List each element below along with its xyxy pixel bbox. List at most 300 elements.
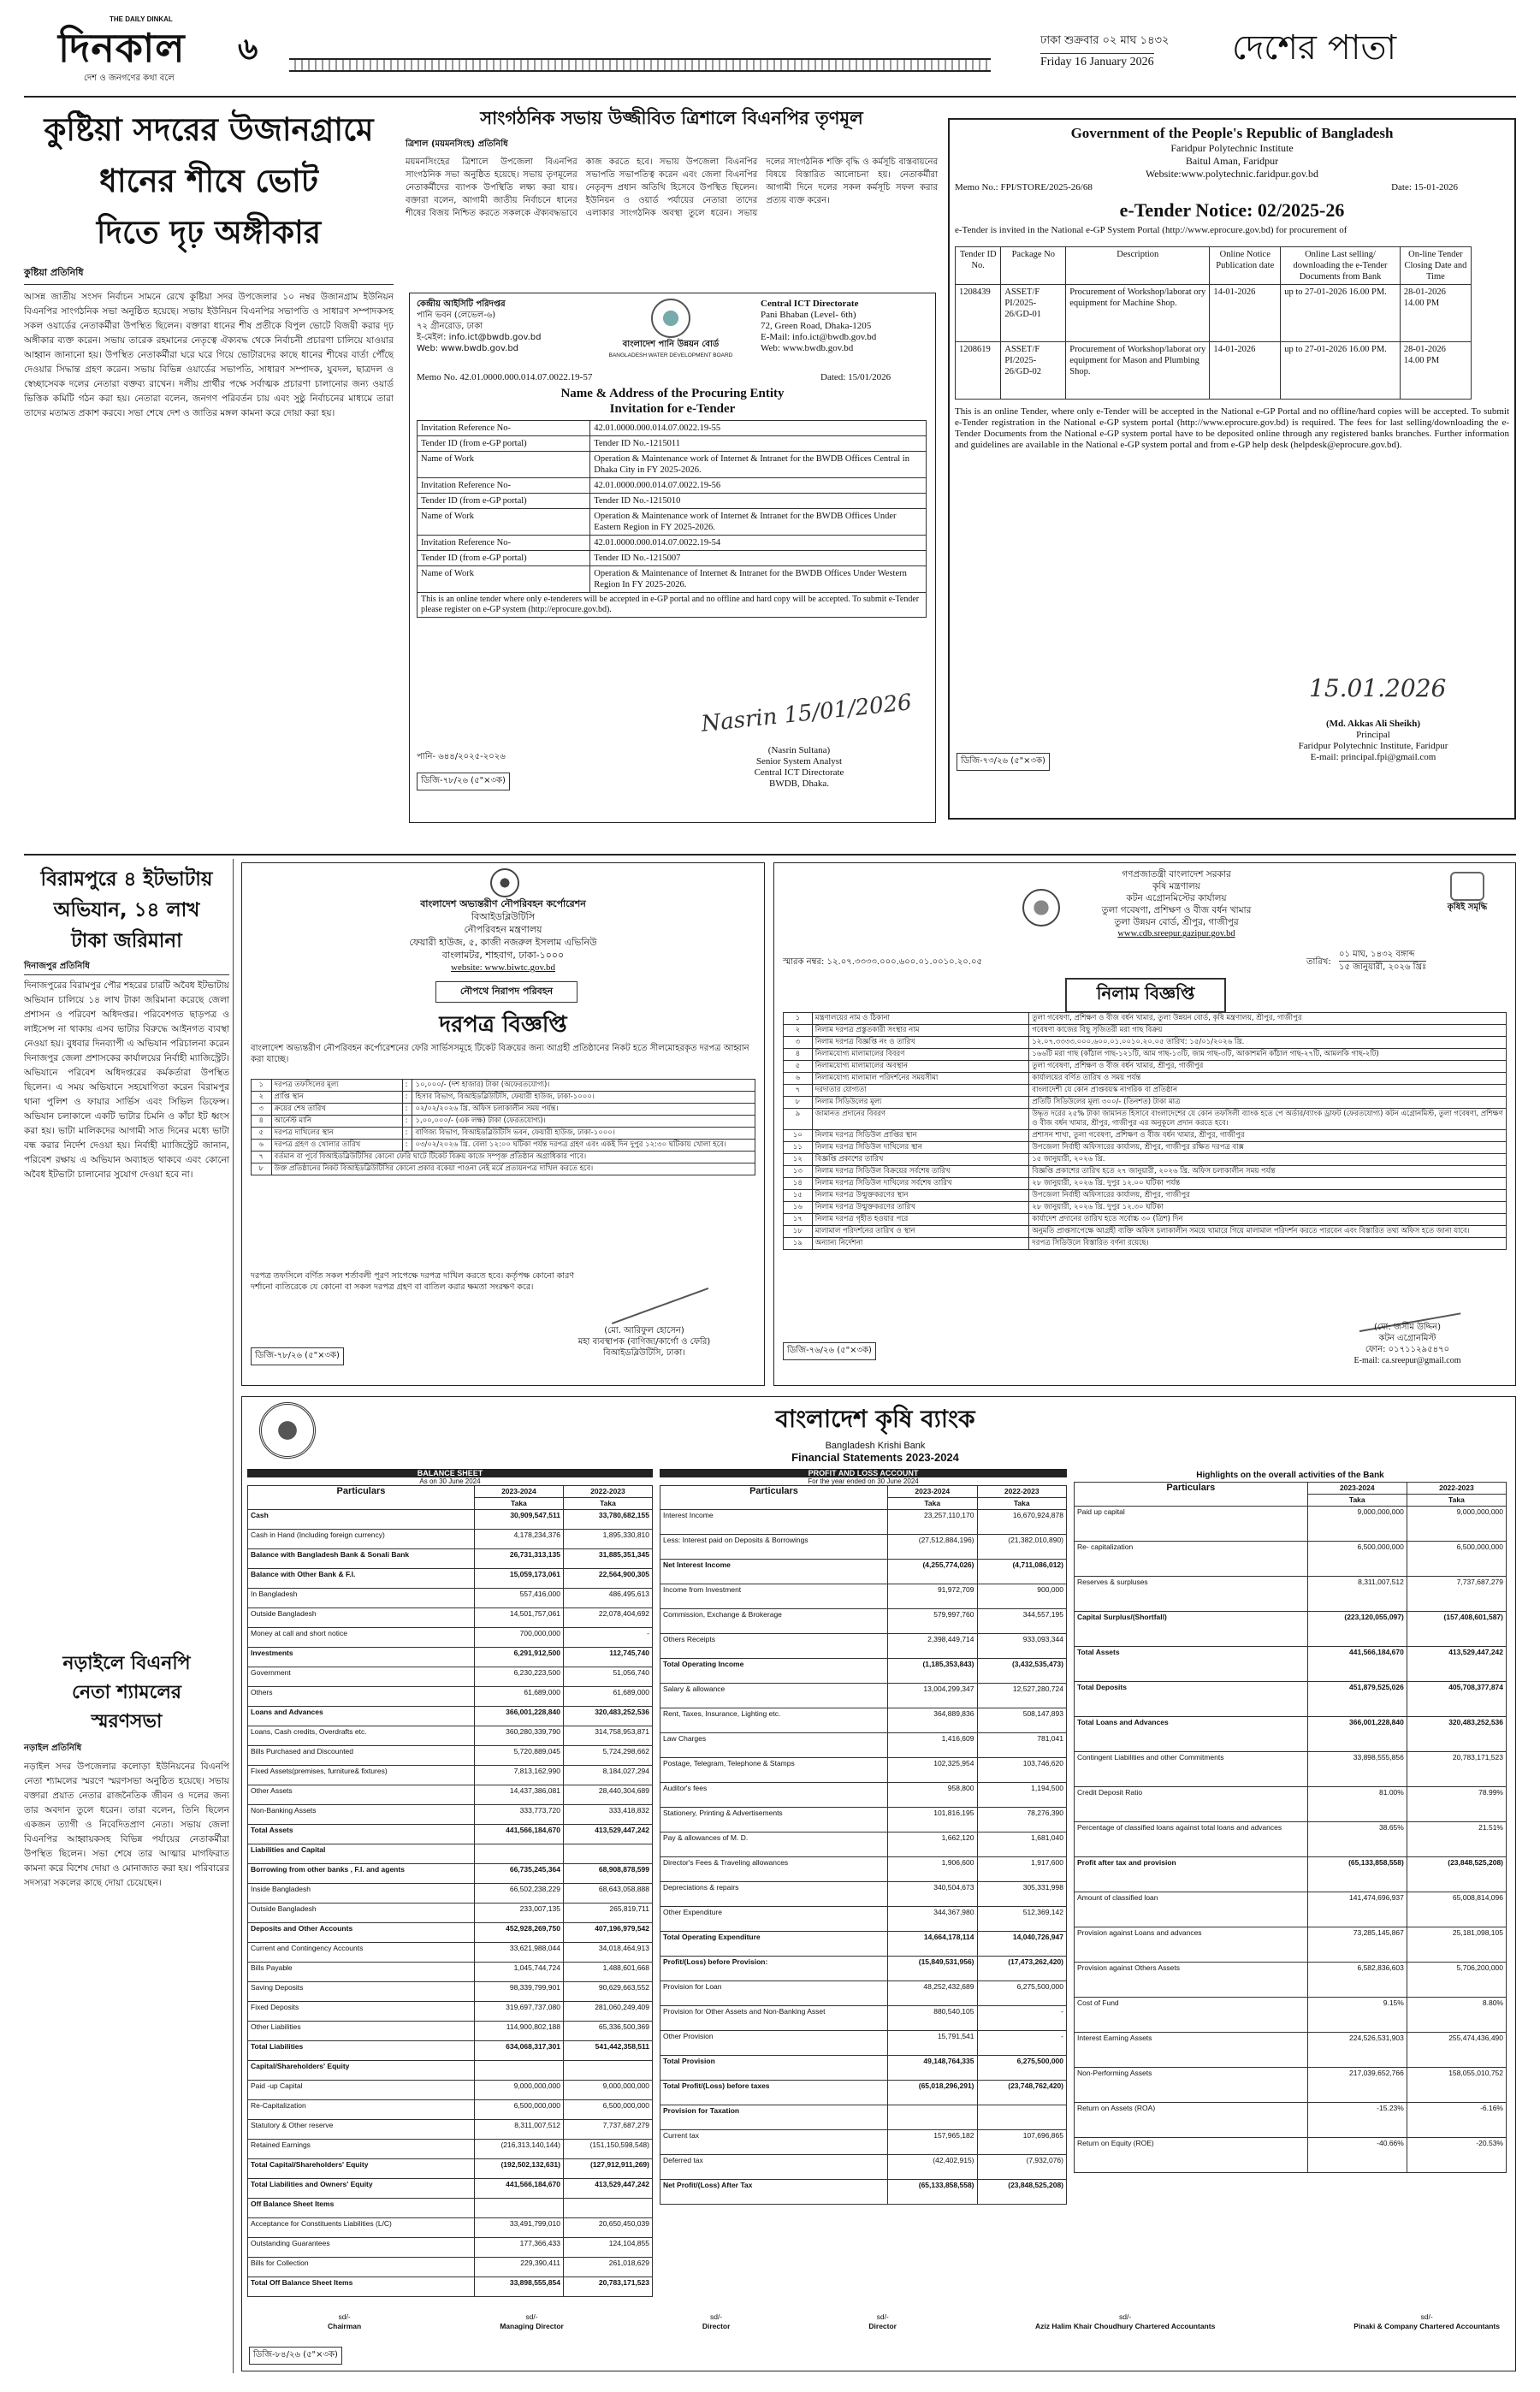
bwdb-memo: Memo No. 42.01.0000.000.014.07.0022.19-57 — [417, 372, 593, 382]
table-cell: 33,898,555,854 — [474, 2277, 563, 2297]
story-narail — [24, 1649, 229, 2368]
table-row — [248, 2100, 653, 2120]
table-row — [248, 2120, 653, 2140]
table-row — [660, 1510, 1067, 1535]
table-cell: ২৮ জানুয়ারী, ২০২৬ খ্রি. দুপুর ১২.০০ ঘটিকা পর্যন্ত — [1029, 1178, 1507, 1190]
bwdb-signer: Senior System Analyst — [755, 756, 843, 767]
table-row — [248, 2277, 653, 2297]
table-row — [1075, 1612, 1507, 1647]
headline: সাংগঠনিক সভায় উজ্জীবিত ত্রিশালে বিএনপির তৃণমূল — [480, 108, 863, 128]
table-cell: ৩ — [252, 1104, 272, 1116]
table-cell: 340,504,673 — [888, 1882, 978, 1907]
table-cell: (157,408,601,587) — [1407, 1612, 1506, 1647]
table-cell: 5,706,200,000 — [1407, 1963, 1506, 1998]
table-cell: 16,670,924,878 — [977, 1510, 1067, 1535]
table-cell: 366,001,228,840 — [474, 1707, 563, 1726]
table-cell: ১ — [252, 1080, 272, 1092]
section-divider — [24, 854, 1516, 856]
table-cell: 68,643,058,888 — [563, 1884, 652, 1904]
table-row — [784, 1178, 1507, 1190]
table-cell: Money at call and short notice — [248, 1628, 475, 1648]
table-cell: ৬ — [252, 1140, 272, 1152]
table-cell: জামানত প্রদানের বিবরণ — [812, 1109, 1029, 1130]
table-cell: Current and Contingency Accounts — [248, 1943, 475, 1963]
table-cell: 14,664,178,114 — [888, 1932, 978, 1957]
table-cell: ৪ — [784, 1049, 813, 1061]
cotton-table-body — [784, 1013, 1507, 1250]
cotton-signer: ফোন: ০১৭১১২৯৫৪৭০ — [1365, 1345, 1450, 1354]
table-cell: (216,313,140,144) — [474, 2140, 563, 2159]
table-cell: 407,196,979,542 — [563, 1923, 652, 1943]
byline: ত্রিশাল (ময়মনসিংহ) প্রতিনিধি — [406, 139, 508, 149]
biwtc-addr: বাংলামটর, শাহবাগ, ঢাকা-১০০০ — [441, 950, 565, 961]
table-cell: 333,773,720 — [474, 1805, 563, 1825]
table-cell: Non-Performing Assets — [1075, 2068, 1308, 2103]
table-cell: 344,367,980 — [888, 1907, 978, 1932]
table-cell: বিজ্ঞপ্তি প্রকাশের তারিখ — [812, 1154, 1029, 1166]
table-row — [252, 1092, 755, 1104]
bkb-logo-icon — [259, 1402, 316, 1459]
signature-title: Aziz Halim Khair Choudhury Chartered Accountants — [1034, 2322, 1216, 2330]
table-cell: Provision against Loans and advances — [1075, 1927, 1308, 1963]
table-cell: Total Capital/Shareholders' Equity — [248, 2159, 475, 2179]
table-cell: Total Assets — [1075, 1647, 1308, 1682]
table-cell: Law Charges — [660, 1733, 888, 1758]
table-cell: 333,418,832 — [563, 1805, 652, 1825]
byline: কুষ্টিয়া প্রতিনিধি — [24, 265, 394, 285]
table-cell: মন্ত্রণালয়ের নাম ও ঠিকানা — [812, 1013, 1029, 1025]
table-cell: 6,291,912,500 — [474, 1648, 563, 1667]
cotton-web: www.cdb.sreepur.gazipur.gov.bd — [1117, 929, 1235, 938]
table-row — [418, 436, 927, 452]
table-row — [1075, 1857, 1507, 1892]
bkb-highlights — [1074, 1469, 1507, 2173]
table-cell: 486,495,613 — [563, 1589, 652, 1608]
bwdb-addr-bn: কেন্দ্রীয় আইসিটি পরিদপ্তর — [417, 299, 506, 309]
bkb-fs-title: Financial Statements 2023-2024 — [791, 1451, 959, 1464]
signature-prefix: sd/- — [1420, 2312, 1433, 2321]
table-row — [1075, 1892, 1507, 1927]
bwdb-addr-bn: Web: www.bwdb.gov.bd — [417, 344, 519, 353]
table-cell: Outside Bangladesh — [248, 1904, 475, 1923]
table-row — [660, 2105, 1067, 2130]
bwdb-org-en: BANGLADESH WATER DEVELOPMENT BOARD — [608, 352, 733, 358]
table-cell: 28,440,304,689 — [563, 1785, 652, 1805]
table-cell: (23,848,525,208) — [1407, 1857, 1506, 1892]
table-cell: (192,502,132,631) — [474, 2159, 563, 2179]
table-cell: Percentage of classified loans against total loans and advances — [1075, 1822, 1308, 1857]
col-particulars: Particulars — [248, 1486, 475, 1510]
col-year: 2022-2023 — [977, 1486, 1067, 1498]
headline-line: ধানের শীষে ভোট — [99, 163, 318, 199]
biwtc-intro: বাংলাদেশ অভ্যন্তরীণ নৌপরিবহন কর্পোরেশনের ফেরি সার্ভিসসমূহে টিকেট বিক্রয়ের জন্য আগ্রহী প্রতিষ্ঠানের নিকট হতে সীলমোহরকৃত দরপত্র আহ্বান করা যাচ্ছে। — [251, 1044, 749, 1064]
table-cell: তুলা গবেষণা, প্রশিক্ষণ ও বীজ বর্ধন খামার, শ্রীপুর, গাজীপুর — [1029, 1061, 1507, 1073]
bwdb-addr-en: 72, Green Road, Dhaka-1205 — [761, 321, 872, 331]
table-cell: Total Provision — [660, 2056, 888, 2081]
table-cell: 508,147,893 — [977, 1708, 1067, 1733]
table-row — [660, 1808, 1067, 1832]
table-cell: -6.16% — [1407, 2103, 1506, 2138]
table-row — [660, 1684, 1067, 1708]
table-cell: Other Liabilities — [248, 2022, 475, 2041]
table-row — [248, 1766, 653, 1785]
table-cell: গবেষণা কাজের বিছু সৃজিতরী মরা গাছ বিক্রয় — [1029, 1025, 1507, 1037]
table-cell: Cash — [248, 1510, 475, 1530]
table-row — [248, 2002, 653, 2022]
table-cell: বাংলাদেশী যে কোন প্রাপ্তবয়স্ক নাগরিক বা প্রতিষ্ঠান — [1029, 1085, 1507, 1097]
table-cell: 541,442,358,511 — [563, 2041, 652, 2061]
table-cell: উদ্ধৃত দরের ২৫% টাকা জামানত হিসাবে বাংলাদেশের যে কোন তফসিলী ব্যাংক হতে পে অর্ডার/ব্যাংক ড্রাফট (ফেরতযোগ্য) কটন এগ্রোনমিস্ট, তুলা গবেষণা, প্রশিক্ষণ ও বীজ বর্ধন খামার, শ্রীপুর, গাজীপুর এর অনুকূলে প্রদান করতে হবে। — [1029, 1109, 1507, 1130]
table-cell: Salary & allowance — [660, 1684, 888, 1708]
bwdb-table — [417, 420, 927, 618]
table-cell: ১০,০০০/- (দশ হাজার) টাকা (অফেরতযোগ্য)। — [412, 1080, 755, 1092]
fpi-table — [955, 246, 1472, 400]
table-cell: 90,629,663,552 — [563, 1982, 652, 2002]
table-cell: 177,366,433 — [474, 2238, 563, 2258]
biwtc-signer: বিআইডব্লিউটিসি, ঢাকা। — [603, 1348, 685, 1358]
headline-line: অভিযান, ১৪ লাখ — [53, 899, 200, 921]
table-row — [660, 1560, 1067, 1584]
bwdb-addr-en: Pani Bhaban (Level- 6th) — [761, 310, 856, 320]
table-row — [252, 1163, 755, 1175]
table-cell: হিসাব বিভাগ, বিআইডব্লিউটিসি, ফেয়ারী হাউজ, ঢাকা-১০০০। — [412, 1092, 755, 1104]
table-cell: বর্তমান বা পূর্বে বিআইডব্লিউটিসির কোনো ফেরি ঘাটে টিকেট বিক্রয় কাজে সম্পৃক্ত প্রতিষ্ঠান অগ্রাধিকার পাবে। — [271, 1152, 755, 1163]
table-cell: Director's Fees & Traveling allowances — [660, 1857, 888, 1882]
table-cell: 314,758,953,871 — [563, 1726, 652, 1746]
article-body: আসন্ন জাতীয় সংসদ নির্বাচন সামনে রেখে কুষ্টিয়া সদর উপজেলার ১০ নম্বর উজানগ্রাম ইউনিয়ন বিএনপির সাংগঠনিক সভা অনুষ্ঠিত হয়েছে। সভায় ইউনিয়ন বিএনপির সভাপতি ও সাধারণ সম্পাদকসহ সকল ওয়ার্ডের নেতাকর্মীরা উপস্থিত ছিলেন। বক্তারা ধানের শীষ প্রতীকে বিপুল ভোটে বিজয়ী করার দৃঢ় অঙ্গীকার ব্যক্ত করেন। সভায় তারেক রহমানের নেতৃত্বে ঐক্যবদ্ধ থেকে নির্বাচনী প্রচারণা চালিয়ে যাওয়ার আহ্বান জানানো হয়। উপস্থিত নেতাকর্মীরা ঘরে ঘরে গিয়ে ভোটারদের কাছে ধানের শীষের বার্তা পৌঁছে দেওয়ার সিদ্ধান্ত গ্রহণ করেন। সভায় বিভিন্ন ওয়ার্ডের সভাপতি, সাধারণ সম্পাদক, যুবদল, ছাত্রদল ও স্বেচ্ছাসেবক দলের নেতারা বক্তব্য রাখেন। দলীয় প্রার্থীর পক্ষে সর্বাত্মক প্রচারণা চালানোর জন্য ওয়ার্ড ভিত্তিক কমিটি গঠন করা হয়। নেতারা বলেন, জনগণ পরিবর্তন চায় এবং সুষ্ঠু নির্বাচনের মাধ্যমে তারা তাদের মতামত প্রকাশ করবে। সভা শেষে দেশ ও জাতির মঙ্গল কামনা করে দোয়া করা হয়। — [24, 292, 394, 418]
table-row — [248, 2061, 653, 2081]
table-cell: Non-Banking Assets — [248, 1805, 475, 1825]
fpi-memo: Memo No.: FPI/STORE/2025-26/68 — [955, 182, 1093, 192]
table-cell: 33,491,799,010 — [474, 2218, 563, 2238]
table-cell: 441,566,184,670 — [1307, 1647, 1407, 1682]
table-cell: 512,369,142 — [977, 1907, 1067, 1932]
table-cell: ২ — [252, 1092, 272, 1104]
article-body: ময়মনসিংহের ত্রিশালে উপজেলা বিএনপির সাংগঠনিক সভা অনুষ্ঠিত হয়েছে। সভায় তৃণমূলের নেতাকর্মীদের ব্যাপক উপস্থিতি লক্ষ্য করা যায়। বক্তারা বলেন, আগামী জাতীয় নির্বাচনে ধানের শীষের বিজয় নিশ্চিত করতে সকলকে ঐক্যবদ্ধভাবে কাজ করতে হবে। সভায় উপজেলা বিএনপির সভাপতি সভাপতিত্ব করেন এবং জেলা বিএনপির নেতৃবৃন্দ প্রধান অতিথি হিসেবে উপস্থিত ছিলেন। ইউনিয়ন ও ওয়ার্ড পর্যায়ের নেতারা তাদের এলাকার সাংগঠনিক অবস্থা তুলে ধরেন। সভায় দলের সাংগঠনিক শক্তি বৃদ্ধি ও কর্মসূচি বাস্তবায়নের বিষয়ে বিস্তারিত আলোচনা হয়। নেতাকর্মীরা আগামী দিনে দলের সকল কর্মসূচি সফল করার প্রত্যয় ব্যক্ত করেন। — [406, 157, 938, 218]
table-row — [660, 2031, 1067, 2056]
table-cell: : — [402, 1080, 412, 1092]
masthead-bottom-rule — [24, 96, 1516, 98]
table-cell: Loans, Cash credits, Overdrafts etc. — [248, 1726, 475, 1746]
table-row — [784, 1097, 1507, 1109]
table-row — [418, 478, 927, 494]
table-cell: 14,501,757,061 — [474, 1608, 563, 1628]
bwdb-logo — [607, 299, 735, 365]
fpi-date: Date: 15-01-2026 — [1391, 182, 1458, 192]
bwdb-pani: পানি- ৬৪৪/২০২৫-২০২৬ — [417, 752, 506, 761]
table-cell: 33,621,988,044 — [474, 1943, 563, 1963]
table-cell: 141,474,696,937 — [1307, 1892, 1407, 1927]
table-cell: Others Receipts — [660, 1634, 888, 1659]
table-row — [1075, 1717, 1507, 1752]
table-cell: Procurement of Workshop/laborat ory equipment for Mason and Plumbing Shop. — [1066, 342, 1210, 400]
table-cell: (23,848,525,208) — [977, 2180, 1067, 2205]
table-cell: Invitation Reference No- — [418, 536, 590, 551]
table-row — [248, 1825, 653, 1844]
table-header-cell: Description — [1066, 247, 1210, 285]
table-cell: 66,502,238,229 — [474, 1884, 563, 1904]
masthead-logo-small: THE DAILY DINKAL — [110, 15, 173, 23]
table-cell: Return on Equity (ROE) — [1075, 2138, 1308, 2173]
table-cell: Capital/Shareholders' Equity — [248, 2061, 475, 2081]
table-cell: Cash in Hand (Including foreign currency) — [248, 1530, 475, 1549]
table-cell: 319,697,737,080 — [474, 2002, 563, 2022]
table-cell: Total Off Balance Sheet Items — [248, 2277, 475, 2297]
table-cell: 1208619 — [956, 342, 1001, 400]
table-cell: প্রতিটি সিডিউলের মূল্য ৩০০/- (তিনশত) টাকা মাত্র — [1029, 1097, 1507, 1109]
bs-title: BALANCE SHEET — [247, 1469, 653, 1477]
table-cell: ৬ — [784, 1073, 813, 1085]
table-row — [418, 536, 927, 551]
table-cell: Retained Earnings — [248, 2140, 475, 2159]
table-cell: 28-01-2026 14.00 PM — [1400, 285, 1471, 342]
table-cell: 103,746,620 — [977, 1758, 1067, 1783]
table-row — [1075, 2033, 1507, 2068]
table-row — [248, 2140, 653, 2159]
table-cell — [977, 2105, 1067, 2130]
table-row — [660, 1783, 1067, 1808]
cotton-date-label: তারিখ: — [1306, 957, 1331, 967]
table-cell: 265,819,711 — [563, 1904, 652, 1923]
biwtc-signer: মহা ব্যবস্থাপক (বাণিজ্য/কার্গো ও ফেরি) — [578, 1337, 711, 1347]
table-cell: 320,483,252,536 — [1407, 1717, 1506, 1752]
table-cell: Contingent Liabilities and other Commitments — [1075, 1752, 1308, 1787]
table-cell: 20,650,450,039 — [563, 2218, 652, 2238]
table-cell: Auditor's fees — [660, 1783, 888, 1808]
table-row — [248, 1746, 653, 1766]
table-cell: -20.53% — [1407, 2138, 1506, 2173]
table-cell: 42.01.0000.000.014.07.0022.19-56 — [590, 478, 927, 494]
table-row — [248, 2238, 653, 2258]
table-cell: 68,908,878,599 — [563, 1864, 652, 1884]
table-cell: Outstanding Guarantees — [248, 2238, 475, 2258]
table-cell — [563, 2061, 652, 2081]
col-year: 2023-2024 — [888, 1486, 978, 1498]
table-cell: ASSET/F PI/2025-26/GD-02 — [1001, 342, 1066, 400]
signature-prefix: sd/- — [525, 2312, 538, 2321]
fpi-signer: Faridpur Polytechnic Institute, Faridpur — [1298, 741, 1448, 751]
table-cell — [474, 1844, 563, 1864]
table-cell: Credit Deposit Ratio — [1075, 1787, 1308, 1822]
table-row — [1075, 1822, 1507, 1857]
table-cell: Bills Purchased and Discounted — [248, 1746, 475, 1766]
table-row — [248, 1667, 653, 1687]
table-cell: ১৯ — [784, 1238, 813, 1250]
table-row — [248, 1943, 653, 1963]
table-cell: Outside Bangladesh — [248, 1608, 475, 1628]
table-cell: নিলামযোগ্য মালামালের বিবরণ — [812, 1049, 1029, 1061]
table-row — [248, 1982, 653, 2002]
table-row — [784, 1130, 1507, 1142]
table-row — [248, 1864, 653, 1884]
table-row — [660, 1584, 1067, 1609]
table-cell: 281,060,249,409 — [563, 2002, 652, 2022]
table-cell: দরপত্র তফসিলের মূল্য — [271, 1080, 402, 1092]
table-row — [248, 1963, 653, 1982]
table-cell: 880,540,105 — [888, 2006, 978, 2031]
table-cell: নিলাম দরপত্র উন্মুক্তকরণের স্থান — [812, 1190, 1029, 1202]
table-cell: (17,473,262,420) — [977, 1957, 1067, 1981]
table-row — [784, 1202, 1507, 1214]
table-cell: Total Operating Expenditure — [660, 1932, 888, 1957]
cotton-ministry: কৃষি মন্ত্রণালয় — [1152, 881, 1200, 891]
biwtc-div: বিআইডব্লিউটিসি — [471, 911, 536, 922]
fpi-signer: Principal — [1356, 730, 1390, 740]
headline-line: নড়াইলে বিএনপি — [62, 1653, 191, 1674]
bwdb-title: Name & Address of the Procuring Entity — [560, 387, 785, 400]
table-row — [418, 551, 927, 566]
table-cell: 15,791,541 — [888, 2031, 978, 2056]
table-cell: Income from Investment — [660, 1584, 888, 1609]
table-cell: ১৬৬টি মরা গাছ (কাঁঠাল গাছ-১২১টি, আম গাছ-১৩টি, জাম গাছ-৩টি, আকাশমনি কাঁঠাল গাছ-২৭টি, আমলকি গাছ-২টি) — [1029, 1049, 1507, 1061]
bwdb-signer: BWDB, Dhaka. — [769, 779, 829, 789]
table-cell: Provision for Loan — [660, 1981, 888, 2006]
col-unit: Taka — [1307, 1495, 1407, 1507]
table-cell: 15,059,173,061 — [474, 1569, 563, 1589]
table-cell: 78,276,390 — [977, 1808, 1067, 1832]
table-cell: ১২ — [784, 1154, 813, 1166]
table-row — [660, 2081, 1067, 2105]
biwtc-org: বাংলাদেশ অভ্যন্তরীণ নৌপরিবহন কর্পোরেশন — [420, 898, 586, 909]
table-cell: ক্রয়ের শেষ তারিখ — [271, 1104, 402, 1116]
table-cell: কার্যাদেশ প্রদানের তারিখ হতে সর্বোচ্চ ৩০ (ত্রিশ) দিন — [1029, 1214, 1507, 1226]
table-cell: 26,731,313,135 — [474, 1549, 563, 1569]
table-cell: (65,133,858,558) — [888, 2180, 978, 2205]
fpi-web: Website:www.polytechnic.faridpur.gov.bd — [1145, 168, 1319, 180]
table-cell: 2,398,449,714 — [888, 1634, 978, 1659]
headline-line: দিতে দৃঢ় অঙ্গীকার — [96, 214, 322, 251]
bkb-name-en: Bangladesh Krishi Bank — [825, 1441, 926, 1451]
table-cell: 61,689,000 — [474, 1687, 563, 1707]
column-divider — [233, 859, 234, 2373]
ad-cotton-auction — [773, 862, 1516, 1386]
table-cell: নিলাম দরপত্র সিডিউল প্রাপ্তির স্থান — [812, 1130, 1029, 1142]
table-row — [248, 1648, 653, 1667]
signature-prefix: sd/- — [710, 2312, 723, 2321]
table-cell: 107,696,865 — [977, 2130, 1067, 2155]
table-cell: Total Profit/(Loss) before taxes — [660, 2081, 888, 2105]
table-cell: Fixed Deposits — [248, 2002, 475, 2022]
table-cell: - — [977, 2006, 1067, 2031]
table-cell: প্রশাসন শাখা, তুলা গবেষণা, প্রশিক্ষণ ও বীজ বর্ধন খামার, শ্রীপুর, গাজীপুর — [1029, 1130, 1507, 1142]
table-cell: উক্ত প্রতিষ্ঠানের নিকট বিআইডব্লিউটিসির কোনো প্রকার বকেয়া পাওনা নেই মর্মে প্রত্যয়নপত্র দাখিল করতে হবে। — [271, 1163, 755, 1175]
table-row — [660, 2155, 1067, 2180]
table-cell: (4,255,774,026) — [888, 1560, 978, 1584]
table-cell: 6,275,500,000 — [977, 1981, 1067, 2006]
date-english: Friday 16 January 2026 — [1040, 53, 1154, 69]
table-row — [248, 1589, 653, 1608]
table-cell: 933,093,344 — [977, 1634, 1067, 1659]
col-unit: Taka — [563, 1498, 652, 1510]
table-cell: ১,০০,০০০/- (এক লক্ষ) টাকা (ফেরতযোগ্য)। — [412, 1116, 755, 1128]
table-cell: Investments — [248, 1648, 475, 1667]
table-cell: 65,336,500,369 — [563, 2022, 652, 2041]
signature-block — [868, 2312, 897, 2331]
ad-biwtc-tender — [241, 862, 765, 1386]
table-cell: Name of Work — [418, 509, 590, 536]
col-year: 2023-2024 — [1307, 1483, 1407, 1495]
table-cell: 405,708,377,874 — [1407, 1682, 1506, 1717]
table-cell: নিলাম দরপত্র গৃহীত হওয়ার পরে — [812, 1214, 1029, 1226]
table-cell: 14-01-2026 — [1210, 285, 1281, 342]
table-cell: Borrowing from other banks , F.I. and agents — [248, 1864, 475, 1884]
cotton-signer: কটন এগ্রোনমিস্ট — [1378, 1334, 1436, 1343]
table-cell: ১ — [784, 1013, 813, 1025]
table-cell: আর্নেস্ট মানি — [271, 1116, 402, 1128]
table-cell: 1,488,601,668 — [563, 1963, 652, 1982]
table-cell: ৭ — [252, 1152, 272, 1163]
table-cell: 157,965,182 — [888, 2130, 978, 2155]
table-row — [248, 2258, 653, 2277]
table-row — [784, 1190, 1507, 1202]
table-cell: ৮ — [252, 1163, 272, 1175]
table-cell: অন্যান্য নির্দেশনা — [812, 1238, 1029, 1250]
table-cell: Return on Assets (ROA) — [1075, 2103, 1308, 2138]
biwtc-signature-icon — [597, 1247, 709, 1324]
table-cell: 1,895,330,810 — [563, 1530, 652, 1549]
table-cell: ১৪ — [784, 1178, 813, 1190]
table-cell: 305,331,998 — [977, 1882, 1067, 1907]
table-cell: 4,178,234,376 — [474, 1530, 563, 1549]
table-cell: (21,382,010,890) — [977, 1535, 1067, 1560]
table-cell: Re-Capitalization — [248, 2100, 475, 2120]
table-cell: Invitation Reference No- — [418, 478, 590, 494]
table-cell: কার্যালয়ের বর্ণিত তারিখ ও সময় পর্যন্ত — [1029, 1073, 1507, 1085]
table-row — [660, 1535, 1067, 1560]
masthead — [24, 15, 1516, 92]
table-row — [660, 1758, 1067, 1783]
table-cell: Rent, Taxes, Insurance, Lighting etc. — [660, 1708, 888, 1733]
table-cell: Tender ID (from e-GP portal) — [418, 436, 590, 452]
table-cell: 25,181,098,105 — [1407, 1927, 1506, 1963]
table-row — [784, 1073, 1507, 1085]
table-row — [660, 2130, 1067, 2155]
table-cell: 78.99% — [1407, 1787, 1506, 1822]
section-title: দেশের পাতা — [1232, 28, 1397, 68]
cotton-gov: গণপ্রজাতন্ত্রী বাংলাদেশ সরকার — [1122, 869, 1231, 879]
table-cell: 101,816,195 — [888, 1808, 978, 1832]
table-cell: Provision against Others Assets — [1075, 1963, 1308, 1998]
bkb-name-bn: বাংলাদেশ কৃষি ব্যাংক — [775, 1405, 975, 1433]
table-cell: 1,662,120 — [888, 1832, 978, 1857]
masthead-tagline: দেশ ও জনগণের কথা বলে — [84, 74, 175, 83]
biwtc-signer: (মো. আরিফুল হোসেন) — [604, 1326, 684, 1335]
col-particulars: Particulars — [660, 1486, 888, 1510]
table-cell: Tender ID No.-1215010 — [590, 494, 927, 509]
table-cell: (223,120,055,097) — [1307, 1612, 1407, 1647]
table-row — [1075, 2068, 1507, 2103]
table-cell: 261,018,629 — [563, 2258, 652, 2277]
biwtc-table-body — [252, 1080, 755, 1175]
table-cell: 51,056,740 — [563, 1667, 652, 1687]
table-cell: (15,849,531,956) — [888, 1957, 978, 1981]
col-unit: Taka — [1407, 1495, 1506, 1507]
table-cell: নিলাম দরপত্র উন্মুক্তকরণের তারিখ — [812, 1202, 1029, 1214]
table-cell: 61,689,000 — [563, 1687, 652, 1707]
table-cell: 6,230,223,500 — [474, 1667, 563, 1687]
bwdb-addr-bn: ই-মেইল: info.ict@bwdb.gov.bd — [417, 333, 542, 342]
col-year: 2022-2023 — [1407, 1483, 1506, 1495]
table-cell: Total Operating Income — [660, 1659, 888, 1684]
table-row — [660, 2056, 1067, 2081]
table-cell: Interest Income — [660, 1510, 888, 1535]
fpi-intro: e-Tender is invited in the National e-GP System Portal (http://www.eprocure.gov.bd) for procurement of — [955, 225, 1348, 235]
table-cell: 344,557,195 — [977, 1609, 1067, 1634]
bwdb-emblem-icon — [651, 299, 690, 338]
table-cell: Stationery, Printing & Advertisements — [660, 1808, 888, 1832]
krishi-logo-icon — [1450, 872, 1484, 901]
headline-line: স্মরণসভা — [91, 1711, 163, 1732]
